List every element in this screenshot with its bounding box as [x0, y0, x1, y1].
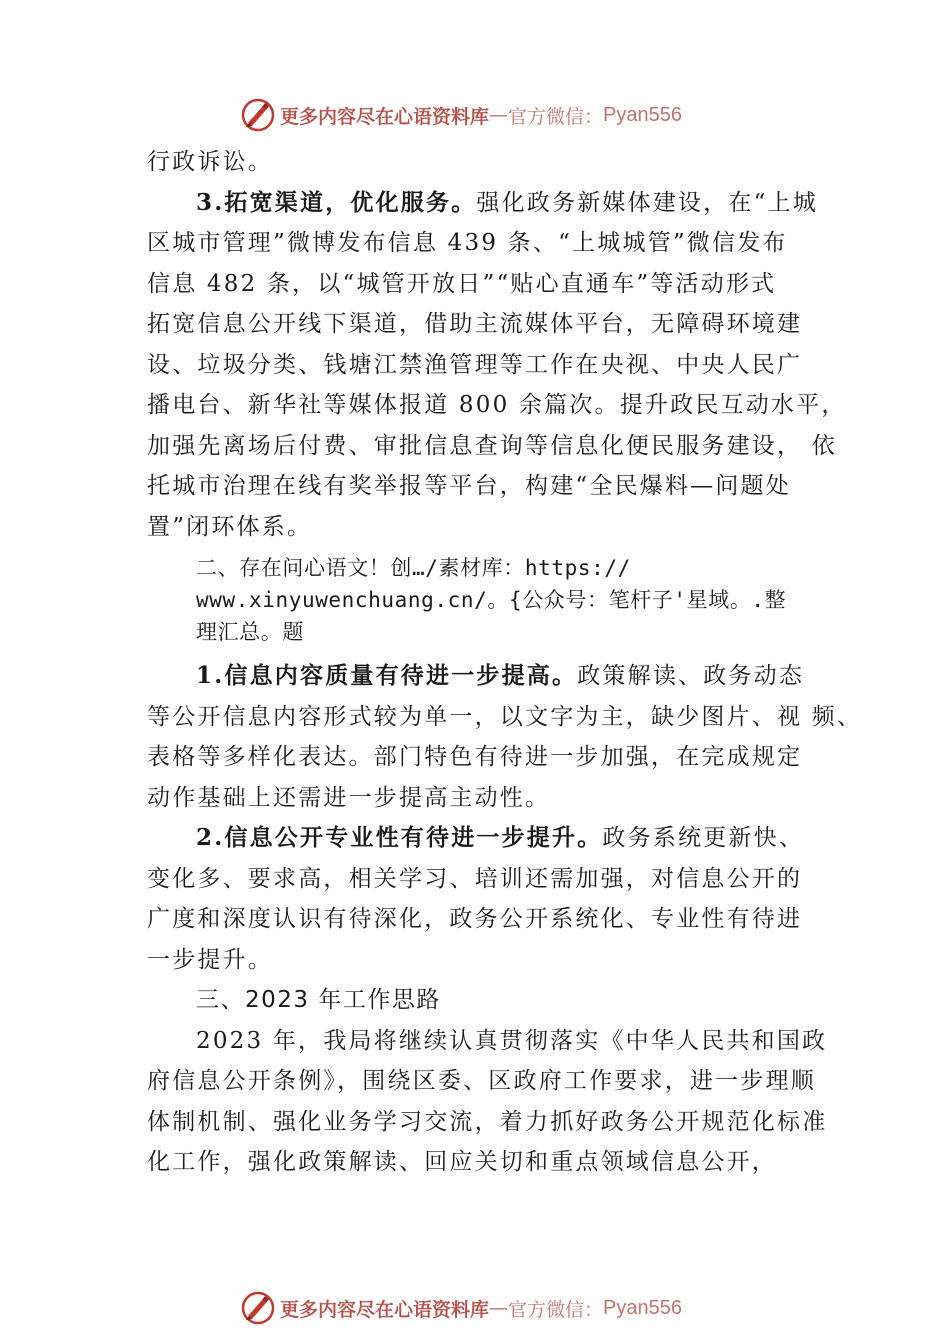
section-3-first-line: 2023 年，我局将继续认真贯彻落实《中华人民共和国政 — [196, 1027, 828, 1054]
text-line: 化工作，强化政策解读、回应关切和重点领域信息公开， — [147, 1149, 777, 1175]
text-line: 拓宽信息公开线下渠道，借助主流媒体平台，无障碍环境建 — [147, 311, 803, 337]
watermark-separator: — — [489, 1297, 509, 1319]
section-3-heading: 三、2023 年工作思路 — [196, 987, 441, 1013]
text-line: 广度和深度认识有待深化，政务公开系统化、专业性有待进 — [147, 906, 803, 932]
item-2-text: 政务系统更新快、 — [602, 825, 805, 851]
text-line: 播电台、新华社等媒体报道 800 余篇次。提升政民互动水平， — [147, 392, 847, 418]
pen-logo-icon — [240, 1290, 276, 1326]
watermark-brand: 更多内容尽在心语资料库 — [280, 1298, 490, 1321]
text-line: 一步提升。 — [147, 946, 273, 973]
text-line: 加强先离场后付费、审批信息查询等信息化便民服务建设， 依 — [147, 432, 837, 459]
item-1-text: 政策解读、政务动态 — [577, 663, 805, 689]
footer-watermark — [240, 1288, 760, 1328]
paragraph-3-text: 强化政务新媒体建设，在“上城 — [476, 189, 818, 216]
section-2-heading-line-1: 二、存在问心语文！创…/素材库：https:// — [196, 556, 631, 580]
text-line: 置”闭环体系。 — [147, 513, 313, 540]
item-2-heading: 2.信息公开专业性有待进一步提升。 — [196, 824, 603, 851]
text-line: 表格等多样化表达。部门特色有待进一步加强，在完成规定 — [147, 744, 803, 770]
text-line: 体制机制、强化业务学习交流，着力抓好政务公开规范化标准 — [147, 1108, 828, 1135]
paragraph-3-first-line — [147, 183, 819, 224]
watermark-separator: — — [489, 104, 509, 126]
text-line: 信息 482 条，以“城管开放日”“贴心直通车”等活动形式 — [147, 270, 777, 297]
item-1-first-line — [147, 656, 819, 697]
paragraph-3-heading: 3.拓宽渠道，优化服务。 — [196, 188, 477, 216]
text-line: 托城市治理在线有奖举报等平台，构建“全民爆料—问题处 — [147, 473, 791, 499]
item-1-heading: 1.信息内容质量有待进一步提高。 — [196, 662, 578, 689]
item-2-first-line — [147, 818, 819, 859]
pen-logo-icon — [240, 97, 276, 133]
header-watermark — [240, 95, 760, 135]
text-line: 府信息公开条例》，围绕区委、区政府工作要求，进一步理顺 — [147, 1068, 816, 1094]
watermark-label: 官方微信： — [508, 105, 604, 128]
text-line: 设、垃圾分类、钱塘江禁渔管理等工作在央视、中央人民广 — [147, 351, 803, 378]
section-2-heading-line-3: 理汇总。题 — [196, 620, 304, 644]
watermark-brand: 更多内容尽在心语资料库 — [280, 105, 490, 128]
text-line: 区城市管理”微博发布信息 439 条、“上城城管”微信发布 — [147, 230, 788, 256]
watermark-wechat-id: Pyan556 — [603, 103, 682, 126]
text-line: 动作基础上还需进一步提高主动性。 — [147, 784, 551, 811]
document-body — [147, 142, 863, 1183]
watermark-wechat-id: Pyan556 — [603, 1296, 682, 1319]
text-line: 等公开信息内容形式较为单一，以文字为主，缺少图片、视 频、 — [147, 703, 863, 730]
text-line: 行政诉讼。 — [147, 149, 273, 175]
text-line: 变化多、要求高，相关学习、培训还需加强，对信息公开的 — [147, 865, 803, 892]
section-2-heading-line-2: www.xinyuwenchuang.cn/。{公众号：笔杆子'星域。.整 — [196, 588, 787, 612]
watermark-label: 官方微信： — [508, 1298, 604, 1321]
